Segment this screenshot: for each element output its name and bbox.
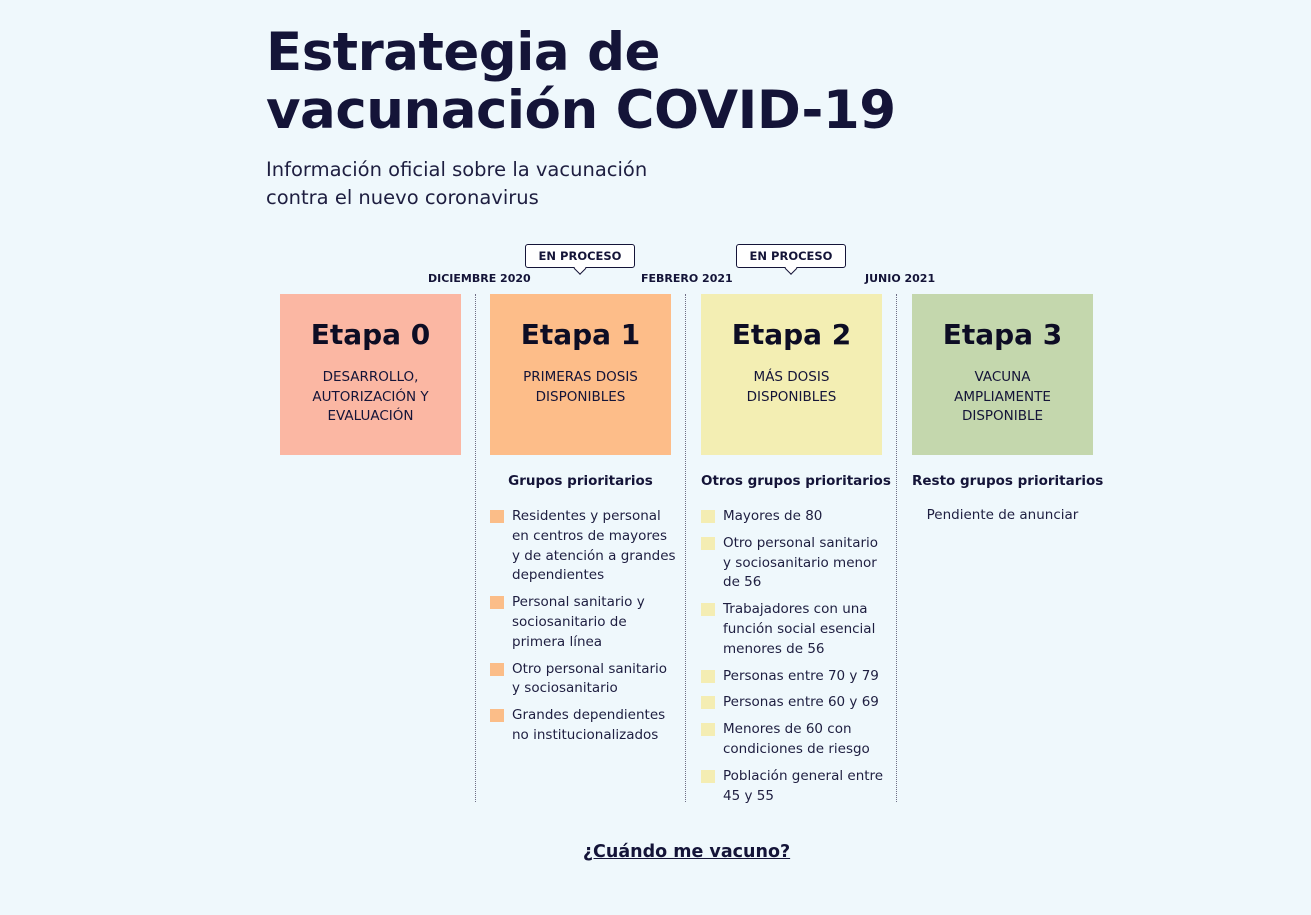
stage-description-line: PRIMERAS DOSIS xyxy=(523,369,638,385)
list-item-line: y sociosanitario xyxy=(512,680,618,697)
stage-description-line: DESARROLLO, xyxy=(322,369,419,385)
list-item-line: Otro personal sanitario xyxy=(512,660,668,677)
stage-card-etapa-3 xyxy=(912,294,1093,455)
stage-etapa-0 xyxy=(280,294,461,455)
stage-description xyxy=(280,368,461,427)
stage-description xyxy=(912,368,1093,427)
timeline-divider-1 xyxy=(475,294,476,802)
list-item xyxy=(701,720,882,760)
timeline-date-feb-2021: FEBRERO 2021 xyxy=(641,272,733,285)
timeline-date-jun-2021: JUNIO 2021 xyxy=(865,272,936,285)
square-bullet-icon xyxy=(701,537,715,550)
list-item-line: condiciones de riesgo xyxy=(723,740,870,757)
stage-description-line: AUTORIZACIÓN Y xyxy=(312,388,429,405)
list-item xyxy=(701,600,882,659)
stage-card-etapa-1 xyxy=(490,294,671,455)
list-item-line: y de atención a grandes xyxy=(512,547,676,564)
list-item xyxy=(490,593,671,652)
list-item-line: y sociosanitario menor xyxy=(723,554,877,571)
square-bullet-icon xyxy=(701,723,715,736)
stage-description-line: AMPLIAMENTE xyxy=(954,388,1051,405)
square-bullet-icon xyxy=(701,603,715,616)
list-item xyxy=(701,507,882,527)
square-bullet-icon xyxy=(701,696,715,709)
group-heading: Otros grupos prioritarios xyxy=(701,473,891,489)
list-item-line: Grandes dependientes xyxy=(512,707,666,724)
page-subtitle-line-2: contra el nuevo coronavirus xyxy=(266,186,539,209)
timeline-divider-2 xyxy=(685,294,686,802)
square-bullet-icon xyxy=(701,770,715,783)
square-bullet-icon xyxy=(701,670,715,683)
page-subtitle xyxy=(266,156,1026,212)
when-vaccinated-link[interactable]: ¿Cuándo me vacuno? xyxy=(582,842,791,862)
stage-etapa-2 xyxy=(701,294,891,813)
list-item-line: dependientes xyxy=(512,567,605,584)
list-item xyxy=(490,706,671,746)
stage-description xyxy=(490,368,671,407)
page-subtitle-line-1: Información oficial sobre la vacunación xyxy=(266,158,648,181)
stage-description xyxy=(701,368,882,407)
group-heading: Grupos prioritarios xyxy=(508,473,653,489)
group-heading: Resto grupos prioritarios xyxy=(912,473,1104,489)
stage-title: Etapa 1 xyxy=(520,318,641,351)
list-item-line: Personal sanitario y xyxy=(512,594,645,611)
list-item xyxy=(490,660,671,700)
list-item-line: Trabajadores con una xyxy=(723,601,868,618)
list-item xyxy=(701,534,882,593)
square-bullet-icon xyxy=(490,663,504,676)
list-item-line: función social esencial xyxy=(723,620,876,637)
page-title xyxy=(266,24,1026,140)
list-item-line: Menores de 60 con xyxy=(723,721,852,738)
list-item-line: 45 y 55 xyxy=(723,787,774,804)
page-title-line-1: Estrategia de xyxy=(266,22,660,83)
list-item-line: menores de 56 xyxy=(723,640,825,657)
status-badge-etapa-1: EN PROCESO xyxy=(525,244,635,268)
list-item-line: Mayores de 80 xyxy=(723,508,823,524)
status-badge-etapa-2: EN PROCESO xyxy=(736,244,846,268)
list-item-line: no institucionalizados xyxy=(512,726,659,743)
square-bullet-icon xyxy=(490,510,504,523)
stage-description-line: VACUNA xyxy=(974,369,1031,385)
square-bullet-icon xyxy=(490,709,504,722)
list-item-line: Personas entre 70 y 79 xyxy=(723,667,879,684)
stage-description-line: EVALUACIÓN xyxy=(327,408,414,424)
stage-description-line: DISPONIBLES xyxy=(746,388,837,405)
square-bullet-icon xyxy=(701,510,715,523)
list-item-line: primera línea xyxy=(512,633,603,650)
group-list-etapa-1 xyxy=(490,507,676,746)
list-item-line: en centros de mayores xyxy=(512,527,667,544)
list-item-line: de 56 xyxy=(723,574,762,591)
stage-title: Etapa 0 xyxy=(310,318,431,351)
square-bullet-icon xyxy=(490,596,504,609)
stage-etapa-1 xyxy=(490,294,676,753)
list-item xyxy=(490,507,676,586)
page-header xyxy=(266,24,1026,212)
stage-card-etapa-0 xyxy=(280,294,461,455)
list-item xyxy=(701,767,882,807)
stage-description-line: DISPONIBLES xyxy=(535,388,626,405)
stage-description-line: MÁS DOSIS xyxy=(753,369,830,385)
stage-title: Etapa 2 xyxy=(731,318,852,351)
list-item-line: sociosanitario de xyxy=(512,613,627,630)
list-item-line: Residentes y personal xyxy=(512,508,661,524)
group-list-etapa-2 xyxy=(701,507,882,806)
list-item-line: Personas entre 60 y 69 xyxy=(723,694,879,711)
timeline-divider-3 xyxy=(896,294,897,802)
stage-description-line: DISPONIBLE xyxy=(961,408,1044,424)
timeline-date-dec-2020: DICIEMBRE 2020 xyxy=(428,272,531,285)
stage-card-etapa-2 xyxy=(701,294,882,455)
pending-announcement: Pendiente de anunciar xyxy=(926,507,1079,523)
list-item-line: Otro personal sanitario xyxy=(723,534,879,551)
stage-etapa-3 xyxy=(912,294,1104,524)
list-item-line: Población general entre xyxy=(723,767,884,784)
page-title-line-2: vacunación COVID-19 xyxy=(266,80,896,141)
stage-title: Etapa 3 xyxy=(942,318,1063,351)
list-item xyxy=(701,693,882,713)
list-item xyxy=(701,667,882,687)
